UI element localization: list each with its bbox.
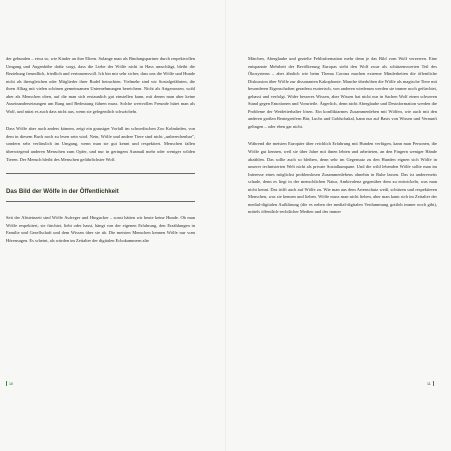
left-paragraph-1: der gebunden – etwa so, wie Kinder an ihre Eltern. Solange man als Bindungspartner durch respektvollen Umgang und Augenhöhe dafür sorgt, dass die Liebe der Wölfe nicht in Hass umschlägt, bleibt die Beziehung freundlich, friedlich und vertrauensvoll. Ich bin mir sehr sicher, dass uns die Wölfe und Hunde nicht als ihresgleichen oder Mitglieder ihrer Rudel betrachten. Vielmehr sind wir Sozialgefährten, die ihren Alltag mit vielen schönen gemeinsamen Unternehmungen bereichern. Nicht als Artgenossen, wohl aber als Menschen oben, auf die man sich erstaunlich gut einstellen kann, mit denen man aber keine Auseinandersetzungen um Rang und Bedeutung führen muss. Solche wertvollen Freunde hütet man als Wolf, und nützt es auch dass nicht aus, wenn sie gelegentlich schwächeln. (6, 56, 195, 114)
left-page-number: 10 (9, 381, 13, 386)
section-rule-bottom (6, 201, 195, 202)
left-page (6, 55, 195, 254)
section-heading: Das Bild der Wölfe in der Öffentlichkeit (6, 188, 119, 196)
right-page (248, 55, 437, 226)
book-gutter (225, 0, 226, 451)
right-folio (427, 381, 434, 386)
folio-marker-icon (6, 381, 7, 386)
left-paragraph-3: Seit der Altsteinzeit sind Wölfe Aufreger und Hingucker – sonst hätten wir heute keine Hunde. Ob man Wölfe respektiert, sie fürchtet, liebt oder hasst, hängt von der eigenen Erfahrung, den Erzählungen in Familie und Gesellschaft und dem Wissen über sie ab. Die meisten Menschen kennen Wölfe nur vom Hörensagen. Es scheint, als würden im Zeitalter der digitalen Echokammern alte (6, 215, 195, 243)
section-rule (6, 173, 195, 174)
right-paragraph-2: Während die meisten Europäer über reichlich Erfahrung mit Hunden verfügen, kann man Personen, die Wölfe gut kennen, weil sie über Jahre mit ihnen lebten und arbeiteten, an den Fingern weniger Hände abzählen. Das sollte auch so bleiben, denn sehr im Gegensatz zu den Hunden eignen sich Wölfe in unserer technisierten Welt nicht als private Sozialkumpane. Und die wild lebenden Wölfe sollte man im Interesse eines möglichst problemlosen Zusammenlebens ohnehin in Ruhe lassen. Das ist andererseits schade, denn es liegt in der menschlichen Natur, Ambivalenz gegenüber dem zu entwickeln, was man nicht kennt. Das trifft auch auf Wölfe zu. Wie man aus dem Artenschutz weiß, schützen und respektieren Menschen, was sie kennen und lieben. Wölfe muss man nicht lieben, aber man kann sich im Zeitalter der medial-digitalen Aufklärung (die es neben der medial-digitalen Verdummung gottlob immer noch gibt), mittels öffentlich-rechtlicher Medien und des immer (248, 141, 437, 215)
right-paragraph-1: Märchen, Aberglaube und gezielte Fehlinformation mehr denn je das Bild vom Wolf verzerren. Eine entspannte Mehrheit der Bevölkerung Europas sieht den Wolf zwar als schützenswerten Teil des Ökosystems – aber ähnlich wie beim Thema Corona machen extreme Minderheiten die öffentliche Diskussion über Wölfe zur dissonanten Kakophonie. Manche überhöhen die Wölfe als magische Tiere mit besonderen Eigenschaften geradezu esoterisch, von anderen wiederum werden sie immer noch gefürchtet, gehasst und verfolgt. Wider besseres Wissen, aber Wissen hat nicht nur in Sachen Wolf einen schweren Stand gegen Emotionen und Vorurteile. Ärgerlich, denn nicht Aberglaube und Desinformation werden die Probleme der Weidetierhalter lösen. Ein konfliktarmes Zusammenleben mit Wölfen, wie auch mit den anderen großen Beutegreifern Bär, Luchs und Goldschakal, kann nur auf Basis von Wissen und Vernunft gelingen – oder eben gar nicht. (248, 56, 437, 129)
folio-marker-icon (433, 381, 434, 386)
left-paragraph-2: Dass Wölfe aber auch anders können, zeigt ein grausiger Vorfall im schwedischen Zoo Kolmården, von dem in diesem Buch noch zu lesen sein wird. Nein, Wölfe und andere Tiere sind nicht „unberechenbar", sondern sehr verlässlich im Umgang, wenn man sie gut kennt und respektiert. Menschen fallen überwiegend anderen Menschen zum Opfer, und nur in geringem Ausmaß mehr oder weniger wilden Tieren. Der Mensch bleibt des Menschen gefährlichster Wolf. (6, 126, 195, 162)
right-page-number: 11 (427, 381, 431, 386)
left-folio (6, 381, 13, 386)
